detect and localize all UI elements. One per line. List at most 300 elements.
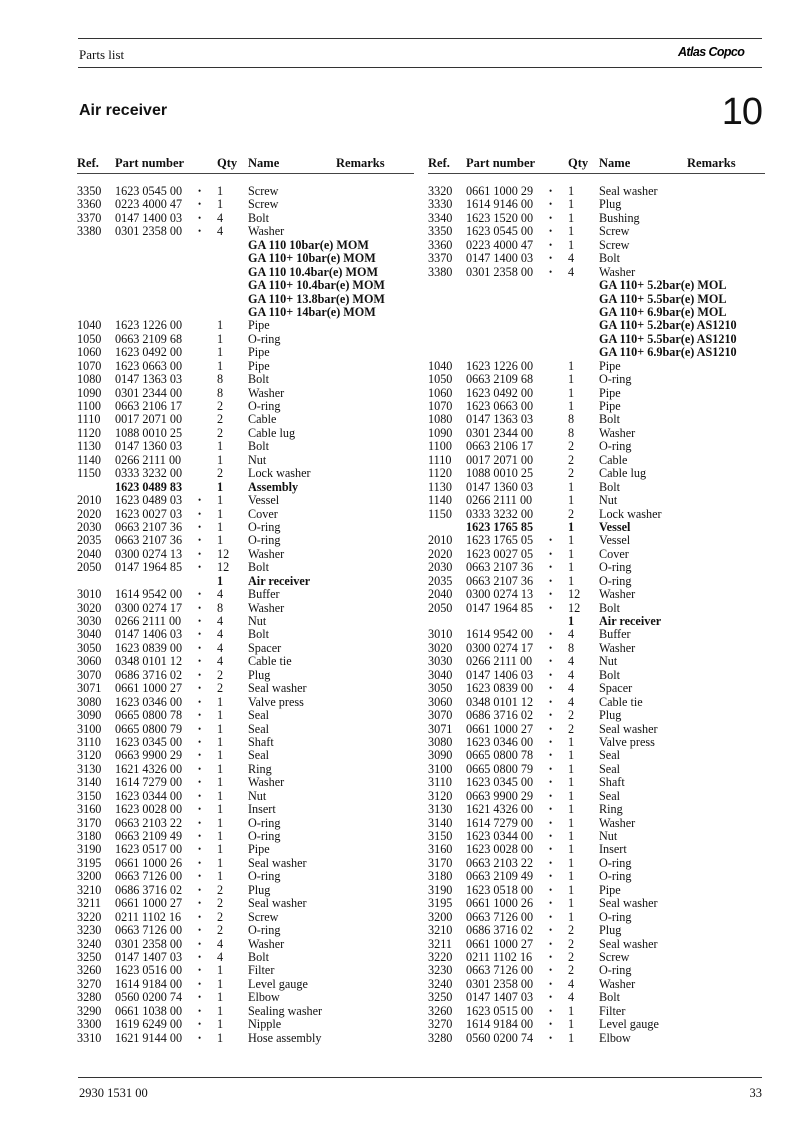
row-marker: • [198,736,202,747]
row-ref: 3200 [428,909,453,924]
row-qty: 1 [217,708,224,723]
table-row [428,346,765,359]
table-row [428,696,765,709]
row-ref: 3010 [428,627,453,642]
row-part-number: 0223 4000 47 [466,237,534,252]
row-name: Washer [248,546,285,561]
row-name: Seal [248,721,269,736]
row-marker: • [549,817,553,828]
row-qty: 4 [568,976,575,991]
row-ref: 1070 [428,399,453,413]
row-qty: 1 [217,479,224,494]
table-row [428,843,765,856]
row-part-number: 1623 0663 00 [466,399,534,413]
row-qty: 1 [568,493,575,508]
row-marker: • [198,884,202,895]
row-ref: 3280 [77,990,102,1005]
row-qty: 1 [568,399,575,413]
table-header [77,156,414,171]
row-part-number: 0663 2109 68 [115,331,183,346]
row-name: Seal [599,748,620,763]
table-row [77,857,414,870]
row-name: Shaft [599,775,625,790]
row-marker: • [198,589,202,600]
row-ref: 2050 [77,560,102,575]
table-row [77,333,414,346]
table-row [428,655,765,668]
table-row [77,588,414,601]
row-ref: 1060 [428,385,453,400]
row-qty: 1 [568,775,575,790]
row-marker: • [198,938,202,949]
header-rule-bottom [78,67,762,68]
table-row [428,938,765,951]
table-row [428,427,765,440]
row-part-number: 0663 7126 00 [466,963,534,978]
table-row [428,817,765,830]
row-ref: 3140 [428,815,453,830]
table-row [428,400,765,413]
row-qty: 1 [568,479,575,494]
row-ref: 1140 [77,452,101,467]
row-ref: 3260 [428,1003,453,1018]
section-title: Air receiver [79,102,168,119]
row-part-number: 0348 0101 12 [115,654,183,669]
row-part-number: 0663 2107 36 [115,533,183,548]
row-part-number: 0266 2111 00 [115,614,182,628]
row-part-number: 0301 2358 00 [115,936,183,951]
row-part-number: 1623 1765 05 [466,533,534,548]
row-part-number: 0661 1000 29 [466,184,534,198]
table-row [77,319,414,332]
table-row [428,548,765,561]
table-body [77,185,414,1045]
row-qty: 1 [568,385,575,400]
row-name: Valve press [599,734,655,749]
table-row [428,870,765,883]
row-qty: 2 [568,936,575,951]
col-name: Name [599,156,631,170]
row-name: GA 110+ 5.2bar(e) MOL [599,278,727,293]
row-name: GA 110+ 5.2bar(e) AS1210 [599,318,737,333]
row-part-number: 0686 3716 02 [115,882,183,897]
row-marker: • [549,589,553,600]
row-qty: 1 [568,1003,575,1018]
row-name: GA 110+ 6.9bar(e) AS1210 [599,345,737,360]
row-name: Pipe [248,345,270,360]
row-part-number: 0663 9900 29 [115,748,183,763]
table-row [428,198,765,211]
row-qty: 1 [568,815,575,830]
row-ref: 3150 [77,788,102,803]
row-name: O-ring [248,923,281,938]
row-part-number: 0663 2107 36 [466,560,534,575]
row-name: Washer [248,936,285,951]
row-part-number: 1623 0515 00 [466,1003,534,1018]
row-part-number: 0147 1407 03 [466,990,534,1005]
row-name: Bolt [599,479,620,494]
table-row [428,642,765,655]
table-header [428,156,765,171]
table-row [77,293,414,306]
row-ref: 2050 [428,600,453,615]
row-qty: 1 [217,331,224,346]
table-row [77,763,414,776]
row-marker: • [549,710,553,721]
table-row [428,279,765,292]
row-name: Washer [248,775,285,790]
row-part-number: 1623 0517 00 [115,842,183,857]
row-name: Seal [599,761,620,776]
row-qty: 1 [217,990,224,1005]
row-ref: 3100 [77,721,102,736]
table-row [428,1005,765,1018]
row-name: Seal washer [599,721,658,736]
row-marker: • [549,951,553,962]
row-qty: 1 [217,318,224,333]
row-name: GA 110 10bar(e) MOM [248,237,369,252]
row-qty: 12 [217,546,230,561]
row-name: Pipe [599,882,621,897]
row-part-number: 0266 2111 00 [115,452,182,467]
row-ref: 3220 [428,949,453,964]
row-name: Hose assembly [248,1030,322,1045]
table-row [428,1018,765,1031]
row-name: Filter [248,963,275,978]
row-marker: • [198,951,202,962]
table-row [77,1005,414,1018]
row-qty: 1 [568,896,575,911]
row-name: Seal washer [248,896,307,911]
table-row [428,266,765,279]
row-ref: 1060 [77,345,102,360]
row-qty: 1 [568,560,575,575]
row-ref: 3300 [77,1017,102,1032]
row-ref: 1050 [77,331,102,346]
row-ref: 3230 [428,963,453,978]
row-name: Cable tie [248,654,292,669]
row-qty: 2 [217,412,224,427]
row-qty: 1 [217,976,224,991]
row-part-number: 1088 0010 25 [466,466,534,481]
row-qty: 1 [568,1030,575,1045]
row-name: O-ring [599,963,632,978]
row-part-number: 1623 0492 00 [115,345,183,360]
row-qty: 2 [568,708,575,723]
document-number: 2930 1531 00 [79,1086,148,1100]
row-name: Cable [599,452,628,467]
row-ref: 3350 [428,224,453,239]
row-name: Ring [599,802,623,817]
row-part-number: 0211 1102 16 [466,949,533,964]
row-part-number: 1623 0545 00 [115,184,183,198]
table-row [428,521,765,534]
row-ref: 1090 [428,425,453,440]
row-name: Lock washer [599,506,662,521]
row-ref: 1070 [77,358,102,373]
row-ref: 3195 [77,855,102,870]
row-part-number: 0301 2358 00 [115,224,183,239]
row-marker: • [549,978,553,989]
table-row [428,239,765,252]
table-row [77,736,414,749]
row-ref: 1140 [428,493,452,508]
row-name: Bolt [599,600,620,615]
row-ref: 2040 [428,587,453,602]
row-name: Plug [248,882,271,897]
row-part-number: 0017 2071 00 [466,452,534,467]
row-qty: 2 [217,667,224,682]
row-qty: 2 [568,721,575,736]
row-name: GA 110+ 10bar(e) MOM [248,251,376,266]
row-name: O-ring [248,331,281,346]
row-part-number: 1623 0489 83 [115,479,183,494]
row-ref: 1130 [428,479,452,494]
row-ref: 3250 [428,990,453,1005]
row-ref: 2030 [77,519,102,534]
row-part-number: 0147 1406 03 [466,667,534,682]
table-row [77,911,414,924]
row-name: Washer [599,976,636,991]
row-part-number: 0301 2358 00 [466,264,534,279]
table-row [77,346,414,359]
row-part-number: 0301 2344 00 [466,425,534,440]
row-name: Bolt [248,627,269,642]
row-name: Filter [599,1003,626,1018]
row-marker: • [549,992,553,1003]
row-part-number: 0663 2109 49 [466,869,534,884]
row-qty: 8 [568,425,575,440]
table-row [428,212,765,225]
row-qty: 1 [568,197,575,212]
table-row [428,964,765,977]
row-ref: 3130 [428,802,453,817]
row-qty: 1 [217,721,224,736]
row-qty: 1 [217,452,224,467]
row-name: Pipe [599,358,621,373]
row-marker: • [549,831,553,841]
row-marker: • [549,562,553,573]
row-name: Bolt [599,251,620,266]
row-ref: 3270 [77,976,102,991]
row-part-number: 1623 0545 00 [466,224,534,239]
row-name: GA 110+ 5.5bar(e) AS1210 [599,331,737,346]
row-part-number: 1614 9542 00 [466,627,534,642]
row-marker: • [198,992,202,1003]
table-row [77,723,414,736]
table-row [77,534,414,547]
table-row [428,682,765,695]
row-qty: 1 [568,748,575,763]
row-marker: • [549,696,553,707]
row-ref: 1110 [428,452,452,467]
row-ref: 3180 [77,829,102,843]
row-name: Buffer [599,627,631,642]
header-rule-top [78,38,762,39]
row-name: Pipe [248,318,270,333]
row-name: Washer [248,385,285,400]
table-row [77,817,414,830]
row-part-number: 0663 7126 00 [115,869,183,884]
row-marker: • [549,683,553,694]
row-name: Screw [599,224,630,239]
row-marker: • [549,602,553,613]
table-row [77,924,414,937]
row-qty: 4 [568,990,575,1005]
page-number: 33 [749,1086,762,1100]
row-qty: 12 [217,560,230,575]
row-name: Pipe [248,842,270,857]
row-qty: 2 [217,466,224,481]
row-part-number: 0686 3716 02 [466,708,534,723]
row-ref: 3210 [428,923,453,938]
table-row [77,776,414,789]
row-marker: • [198,804,202,815]
row-name: Screw [599,237,630,252]
row-part-number: 0333 3232 00 [115,466,183,481]
row-marker: • [198,750,202,761]
row-name: Nut [248,452,267,467]
row-name: GA 110+ 5.5bar(e) MOL [599,291,727,306]
row-part-number: 1621 9144 00 [115,1030,183,1045]
row-part-number: 1623 1765 85 [466,519,534,534]
row-qty: 1 [568,184,575,198]
row-name: Insert [248,802,276,817]
row-name: Buffer [248,587,280,602]
table-row [428,588,765,601]
row-ref: 2040 [77,546,102,561]
row-ref: 3380 [77,224,102,239]
row-qty: 1 [217,439,224,454]
row-name: Bolt [248,372,269,387]
row-part-number: 0663 7126 00 [466,909,534,924]
row-part-number: 1623 0027 03 [115,506,183,521]
table-row [428,723,765,736]
table-row [77,360,414,373]
row-name: O-ring [248,533,281,548]
row-ref: 1080 [77,372,102,387]
table-row [77,279,414,292]
row-name: Plug [248,667,271,682]
row-name: Bushing [599,210,640,225]
row-name: Washer [599,640,636,655]
row-ref: 1040 [77,318,102,333]
row-ref: 3360 [428,237,453,252]
row-part-number: 0661 1000 27 [115,681,183,696]
row-name: Bolt [599,667,620,682]
row-marker: • [549,669,553,680]
table-row [428,508,765,521]
row-marker: • [198,777,202,788]
row-name: O-ring [248,829,281,843]
row-name: Sealing washer [248,1003,323,1018]
row-marker: • [549,723,553,734]
row-name: Pipe [599,399,621,413]
row-name: Pipe [248,358,270,373]
row-qty: 1 [217,788,224,803]
row-part-number: 0661 1000 27 [115,896,183,911]
row-marker: • [549,212,553,223]
row-part-number: 0147 1400 03 [466,251,534,266]
row-part-number: 0147 1400 03 [115,210,183,225]
atlas-copco-logo [677,40,763,62]
row-ref: 3070 [428,708,453,723]
table-row [428,709,765,722]
col-remarks: Remarks [336,156,385,170]
row-name: Nut [599,493,618,508]
row-ref: 3070 [77,667,102,682]
table-row [428,575,765,588]
row-qty: 1 [568,1017,575,1032]
row-name: Screw [248,184,279,198]
row-name: Elbow [248,990,280,1005]
row-ref: 3020 [428,640,453,655]
row-qty: 1 [568,829,575,843]
row-qty: 8 [217,372,224,387]
row-qty: 4 [568,667,575,682]
row-name: Screw [248,197,279,212]
row-marker: • [549,1019,553,1030]
table-row [77,897,414,910]
row-name: GA 110+ 10.4bar(e) MOM [248,278,385,293]
row-part-number: 0147 1363 03 [466,412,534,427]
row-name: Washer [599,264,636,279]
row-part-number: 0663 7126 00 [115,923,183,938]
row-qty: 1 [217,855,224,870]
row-qty: 1 [217,358,224,373]
row-part-number: 1623 0516 00 [115,963,183,978]
col-part-number: Part number [115,156,185,170]
table-row [77,884,414,897]
table-row [77,642,414,655]
row-ref: 3370 [428,251,453,266]
row-marker: • [198,844,202,855]
row-name: Vessel [248,493,280,508]
row-qty: 8 [568,412,575,427]
table-row [77,682,414,695]
row-part-number: 0686 3716 02 [115,667,183,682]
row-part-number: 0663 2106 17 [466,439,534,454]
row-name: O-ring [248,399,281,413]
table-row [428,628,765,641]
table-row [77,655,414,668]
row-name: Shaft [248,734,274,749]
table-row [77,964,414,977]
row-qty: 2 [217,923,224,938]
row-qty: 2 [568,949,575,964]
row-part-number: 1623 0028 00 [115,802,183,817]
row-ref: 3370 [77,210,102,225]
row-qty: 1 [217,802,224,817]
row-marker: • [198,817,202,828]
row-marker: • [198,696,202,707]
table-row [77,198,414,211]
table-row [428,413,765,426]
row-qty: 1 [217,573,224,588]
row-qty: 4 [217,224,224,239]
table-row [428,454,765,467]
row-ref: 3210 [77,882,102,897]
row-name: Screw [248,909,279,924]
row-name: Bolt [248,560,269,575]
table-row [428,763,765,776]
table-row [77,427,414,440]
table-body [428,185,765,1045]
table-row [77,185,414,198]
row-ref: 3020 [77,600,102,615]
row-part-number: 0348 0101 12 [466,694,534,709]
row-ref: 2030 [428,560,453,575]
